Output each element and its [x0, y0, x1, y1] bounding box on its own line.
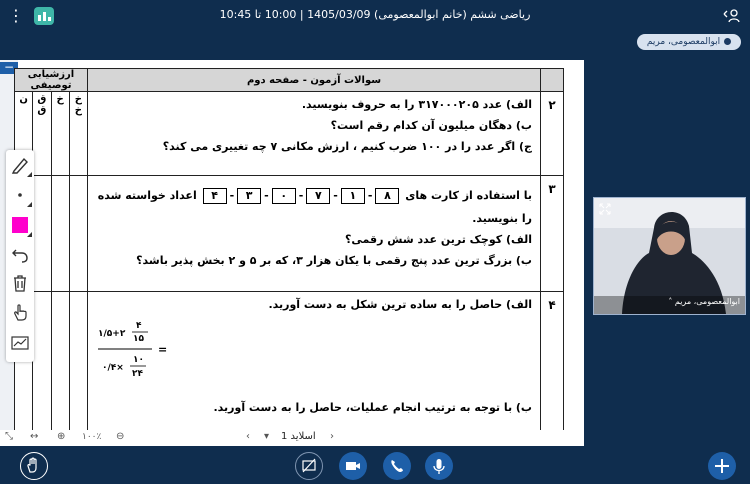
user-menu-icon[interactable]: [722, 8, 740, 24]
phone-icon[interactable]: [383, 452, 411, 480]
question-line: ب) با توجه به ترتیب انجام عملیات، حاصل را به دست آورید.: [213, 401, 532, 414]
score-cell: خ: [51, 92, 69, 176]
next-slide-icon[interactable]: ‹: [246, 431, 250, 442]
collapse-icon[interactable]: −: [0, 62, 18, 74]
fraction-top-expr: ۱/۵+۲: [98, 329, 126, 339]
question-line: با استفاده از کارت های: [405, 189, 532, 202]
table-header: [15, 69, 564, 92]
slide-controls: [0, 430, 584, 446]
presenter-badge[interactable]: [637, 34, 741, 50]
pencil-icon[interactable]: [9, 154, 31, 176]
fraction-bot-num: ۱۰: [133, 355, 144, 365]
slide-dropdown-icon[interactable]: ▾: [264, 431, 270, 442]
score-cell-empty: [69, 292, 87, 431]
question-row: [15, 92, 564, 176]
score-cell: ق ق: [33, 92, 51, 176]
number-card: ۷: [306, 188, 330, 204]
question-row: [15, 176, 564, 292]
question-line: ج) اگر عدد را در ۱۰۰ ضرب کنیم ، ارزش مکانی ۷ چه تغییری می کند؟: [162, 140, 532, 153]
screen-share-icon[interactable]: [295, 452, 323, 480]
undo-icon[interactable]: [9, 243, 31, 265]
exam-table: [14, 68, 564, 430]
zoom-level: ۱۰۰٪: [82, 432, 102, 442]
dot-size-icon[interactable]: [9, 184, 31, 206]
question-line: اعداد خواسته شده: [97, 189, 197, 202]
fraction-top-num: ۴: [136, 321, 142, 331]
question-number: ۲: [541, 92, 564, 176]
drawing-toolbar: [6, 150, 34, 362]
question-line: الف) عدد ۳۱۷۰۰۰۲۰۵ را به حروف بنویسید.: [301, 98, 532, 111]
number-card: ۳: [237, 188, 261, 204]
raise-hand-icon[interactable]: [20, 452, 48, 480]
presenter-status-icon: [724, 38, 731, 45]
fraction-top-den: ۱۵: [133, 334, 144, 344]
fraction-graphic: [96, 319, 186, 385]
score-cell-empty: [51, 292, 69, 431]
score-cell: خ خ: [69, 92, 87, 176]
fraction-expression: [96, 319, 532, 385]
number-card: ۰: [272, 188, 296, 204]
trash-icon[interactable]: [9, 272, 31, 294]
number-card: ۸: [375, 188, 399, 204]
score-cell-empty: [51, 176, 69, 292]
question-line: الف) کوچک ترین عدد شش رقمی؟: [345, 233, 532, 246]
number-card: ۱: [341, 188, 365, 204]
microphone-icon[interactable]: [425, 452, 453, 480]
question-row: [15, 292, 564, 431]
question-number: ۳: [541, 176, 564, 292]
score-cell-empty: [33, 292, 51, 431]
color-swatch-icon[interactable]: [9, 214, 31, 236]
camera-name: ابوالمعصومی، مریم: [674, 297, 740, 306]
presenter-name: ابوالمعصومی، مریم: [646, 37, 721, 47]
fraction-bot-expr: ۰/۴×: [102, 363, 124, 373]
session-title: ریاضی ششم (خانم ابوالمعصومی) 1405/03/09 | 10:00 تا 10:45: [219, 8, 531, 21]
fraction-bot-den: ۲۴: [132, 369, 143, 379]
score-cell: ن: [15, 92, 33, 176]
question-line: را بنویسید.: [472, 212, 532, 225]
fit-width-icon[interactable]: ↔: [30, 431, 39, 442]
fit-screen-icon[interactable]: ⤡: [5, 431, 13, 442]
question-body: [88, 176, 541, 292]
question-number: ۴: [541, 292, 564, 431]
plus-icon[interactable]: [708, 452, 736, 480]
number-card: ۴: [203, 188, 227, 204]
question-line: ب) دهگان میلیون آن کدام رقم است؟: [330, 119, 532, 132]
slide-selector[interactable]: اسلاید 1: [281, 431, 316, 442]
question-line: الف) حاصل را به ساده ترین شکل به دست آورید.: [268, 298, 532, 311]
camera-name-label: ابوالمعصومی، مریم ˄: [668, 297, 740, 306]
exam-document: [14, 68, 564, 430]
score-cell-empty: [69, 176, 87, 292]
hand-pointer-icon[interactable]: [9, 302, 31, 324]
fraction-equals: =: [158, 343, 168, 356]
header-number: [541, 69, 564, 92]
question-line: ب) بزرگ ترین عدد پنج رقمی با یکان هزار ۳، که بر ۵ و ۲ بخش پذیر باشد؟: [136, 254, 532, 267]
header-questions: سوالات آزمون - صفحه دوم: [88, 69, 541, 92]
bottom-bar: [0, 452, 750, 480]
kebab-menu-icon[interactable]: ⋮: [8, 6, 24, 25]
question-body: [88, 292, 541, 431]
zoom-in-icon[interactable]: ⊕: [57, 431, 66, 442]
score-cell-empty: [33, 176, 51, 292]
header-evaluation: ارزشیابی توصیفی: [15, 69, 88, 92]
chart-icon[interactable]: [9, 332, 31, 354]
camera-icon[interactable]: [339, 452, 367, 480]
cards-line: با استفاده از کارت های ۸-۱-۷-۰-۳-۴ اعداد خواسته شده: [97, 189, 532, 202]
question-body: [88, 92, 541, 176]
zoom-out-icon[interactable]: ⊖: [116, 431, 125, 442]
prev-slide-icon[interactable]: ›: [330, 431, 334, 442]
